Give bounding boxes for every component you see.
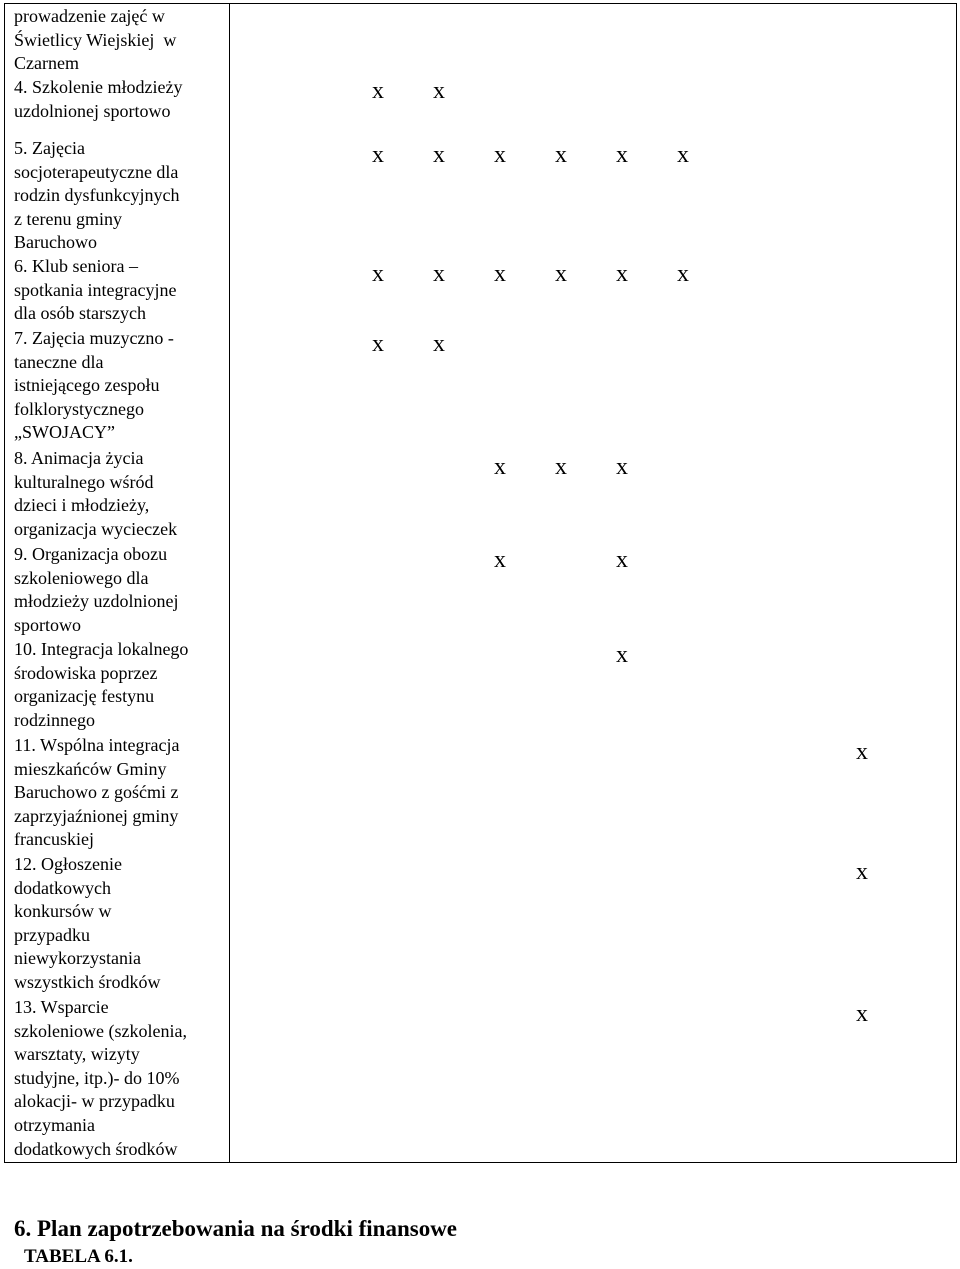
- activity-cell: 6. Klub seniora – spotkania integracyjne dla osób starszych: [14, 256, 177, 324]
- schedule-mark: x: [555, 261, 567, 287]
- activity-cell: prowadzenie zajęć w Świetlicy Wiejskiej w Czarnem: [14, 6, 177, 74]
- schedule-mark: x: [372, 142, 384, 168]
- schedule-mark: x: [616, 547, 628, 573]
- activity-cell: 10. Integracja lokalnego środowiska poprzez organizację festynu rodzinnego: [14, 639, 189, 730]
- schedule-mark: x: [616, 142, 628, 168]
- schedule-mark: x: [433, 78, 445, 104]
- schedule-mark: x: [616, 642, 628, 668]
- schedule-mark: x: [616, 261, 628, 287]
- section-title: 6. Plan zapotrzebowania na środki finansowe: [14, 1216, 458, 1241]
- schedule-mark: x: [433, 261, 445, 287]
- schedule-mark: x: [494, 454, 506, 480]
- schedule-mark: x: [372, 78, 384, 104]
- schedule-mark: x: [372, 261, 384, 287]
- activity-cell: 8. Animacja życia kulturalnego wśród dzieci i młodzieży, organizacja wycieczek: [14, 448, 178, 539]
- schedule-mark: x: [677, 142, 689, 168]
- schedule-mark: x: [677, 261, 689, 287]
- schedule-mark: x: [433, 331, 445, 357]
- schedule-mark: x: [555, 142, 567, 168]
- table-label: TABELA 6.1.: [24, 1246, 133, 1267]
- schedule-mark: x: [856, 1001, 868, 1027]
- schedule-mark: x: [494, 547, 506, 573]
- activity-cell: 4. Szkolenie młodzieży uzdolnionej sportowo: [14, 77, 183, 121]
- activity-cell: 5. Zajęcia socjoterapeutyczne dla rodzin dysfunkcyjnych z terenu gminy Baruchowo: [14, 138, 180, 253]
- activity-cell: 12. Ogłoszenie dodatkowych konkursów w przypadku niewykorzystania wszystkich środków: [14, 854, 161, 992]
- schedule-mark: x: [856, 739, 868, 765]
- schedule-mark: x: [433, 142, 445, 168]
- activity-cell: 13. Wsparcie szkoleniowe (szkolenia, warsztaty, wizyty studyjne, itp.)- do 10% alokacji- w przypadku otrzymania dodatkowych środków: [14, 997, 187, 1159]
- activity-cell: 7. Zajęcia muzyczno - taneczne dla istniejącego zespołu folklorystycznego „SWOJACY”: [14, 328, 174, 443]
- schedule-mark: x: [494, 142, 506, 168]
- schedule-mark: x: [616, 454, 628, 480]
- schedule-mark: x: [856, 859, 868, 885]
- activity-cell: 11. Wspólna integracja mieszkańców Gminy Baruchowo z gośćmi z zaprzyjaźnionej gminy francuskiej: [14, 735, 180, 850]
- column-divider: [229, 4, 230, 1162]
- activity-cell: 9. Organizacja obozu szkoleniowego dla młodzieży uzdolnionej sportowo: [14, 544, 179, 635]
- schedule-mark: x: [372, 331, 384, 357]
- schedule-mark: x: [494, 261, 506, 287]
- schedule-mark: x: [555, 454, 567, 480]
